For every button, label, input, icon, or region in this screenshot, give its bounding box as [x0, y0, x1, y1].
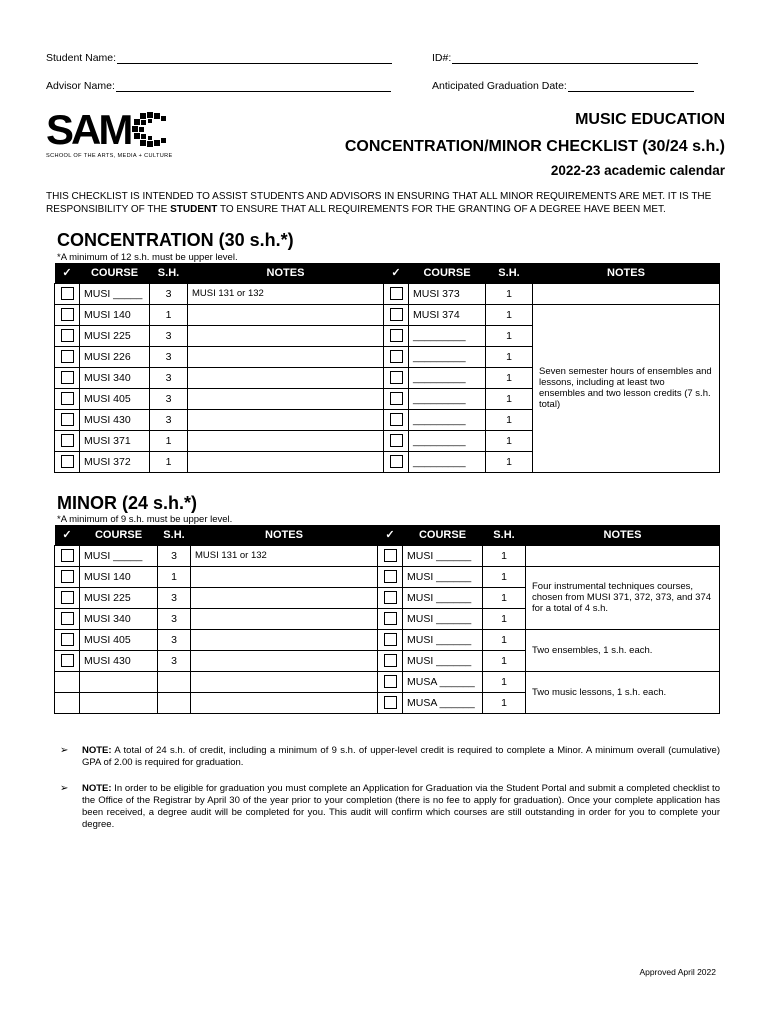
course-checkbox[interactable]: [390, 455, 403, 468]
checkbox-cell: [55, 367, 80, 388]
title-checklist: CONCENTRATION/MINOR CHECKLIST (30/24 s.h.): [344, 138, 725, 155]
checkbox-cell: [384, 409, 409, 430]
course-cell: MUSI 430: [80, 409, 150, 430]
sh-cell: 1: [486, 409, 533, 430]
course-checkbox[interactable]: [390, 350, 403, 363]
sh-cell: 1: [486, 451, 533, 472]
techniques-note: Four instrumental techniques courses, chosen from MUSI 371, 372, 373, and 374 for a total of 4 s.h.: [526, 566, 720, 629]
checkbox-cell: [55, 650, 80, 671]
course-cell: MUSI 225: [80, 325, 150, 346]
checkbox-cell: [384, 346, 409, 367]
notes-cell: [526, 545, 720, 566]
sh-header: S.H.: [158, 525, 191, 545]
checkbox-cell: [378, 587, 403, 608]
course-checkbox[interactable]: [61, 371, 74, 384]
ensembles-note: Two ensembles, 1 s.h. each.: [526, 629, 720, 671]
sh-cell: 1: [486, 346, 533, 367]
sh-cell: 1: [486, 367, 533, 388]
course-checkbox[interactable]: [61, 413, 74, 426]
notes-cell: [191, 587, 378, 608]
course-checkbox[interactable]: [390, 308, 403, 321]
course-checkbox[interactable]: [384, 633, 397, 646]
note-item: [60, 783, 720, 831]
course-cell: MUSI _____: [80, 545, 158, 566]
course-cell: _________: [409, 430, 486, 451]
checkbox-cell: [378, 608, 403, 629]
checkbox-cell: [55, 671, 80, 692]
note-body: In order to be eligible for graduation you must complete an Application for Graduation via the Student Portal and submit a completed checklist to the Office of the Registrar by April 30 of the year prior to your completion (there is no fee to apply for graduation). Once your complete application has been received, a degree audit will be completed for you. This audit will confirm which courses are still outstanding in order for you to complete your degree.: [82, 783, 720, 830]
course-checkbox[interactable]: [61, 612, 74, 625]
notes-cell: [191, 608, 378, 629]
sh-cell: 3: [158, 545, 191, 566]
title-calendar: 2022-23 academic calendar: [550, 163, 725, 178]
notes-cell: [188, 430, 384, 451]
table-row: [55, 304, 720, 325]
grad-date-label: Anticipated Graduation Date:: [432, 80, 567, 92]
course-checkbox[interactable]: [390, 371, 403, 384]
note-text: [82, 745, 720, 769]
note-text: [82, 783, 720, 831]
notes-cell: MUSI 131 or 132: [188, 283, 384, 304]
checkbox-cell: [384, 388, 409, 409]
course-checkbox[interactable]: [61, 287, 74, 300]
minor-heading: MINOR (24 s.h.*): [57, 493, 198, 513]
checkbox-cell: [384, 367, 409, 388]
sh-cell: 3: [150, 283, 188, 304]
logo-wordmark: [46, 106, 191, 153]
course-cell: MUSI 140: [80, 304, 150, 325]
grad-date-row: [432, 80, 694, 92]
concentration-heading: CONCENTRATION (30 s.h.*): [57, 230, 294, 250]
notes-cell: [191, 692, 378, 713]
sh-cell: 1: [486, 325, 533, 346]
note-label: NOTE:: [82, 783, 112, 794]
course-checkbox[interactable]: [61, 350, 74, 363]
course-cell: _________: [409, 367, 486, 388]
id-row: [432, 52, 698, 64]
advisor-name-label: Advisor Name:: [46, 80, 115, 92]
note-item: [60, 745, 720, 769]
logo-tagline: SCHOOL OF THE ARTS, MEDIA + CULTURE: [46, 153, 173, 159]
course-checkbox[interactable]: [61, 570, 74, 583]
checkbox-cell: [384, 451, 409, 472]
notes-cell: MUSI 131 or 132: [191, 545, 378, 566]
sh-cell: [158, 671, 191, 692]
course-cell: MUSI ______: [403, 587, 483, 608]
sh-header: S.H.: [150, 263, 188, 283]
checkbox-cell: [378, 566, 403, 587]
notes-cell: [188, 367, 384, 388]
checkbox-cell: [378, 692, 403, 713]
course-cell: MUSI ______: [403, 629, 483, 650]
course-cell: _________: [409, 451, 486, 472]
id-field[interactable]: [452, 53, 698, 64]
checkbox-cell: [55, 566, 80, 587]
notes-header: NOTES: [526, 525, 720, 545]
course-header: COURSE: [409, 263, 486, 283]
course-cell: MUSI ______: [403, 650, 483, 671]
sh-cell: 1: [150, 304, 188, 325]
notes-header: NOTES: [533, 263, 720, 283]
course-cell: MUSI ______: [403, 545, 483, 566]
concentration-note: *A minimum of 12 s.h. must be upper level.: [57, 252, 238, 263]
logo-c-icon: [132, 112, 168, 148]
course-checkbox[interactable]: [61, 329, 74, 342]
sh-cell: 3: [150, 388, 188, 409]
sh-cell: 1: [483, 629, 526, 650]
note-label: NOTE:: [82, 745, 112, 756]
course-cell: MUSI 373: [409, 283, 486, 304]
sh-cell: 1: [150, 451, 188, 472]
student-name-row: [46, 52, 392, 64]
sh-cell: 3: [158, 587, 191, 608]
checkbox-cell: [55, 283, 80, 304]
course-cell: MUSI 225: [80, 587, 158, 608]
course-checkbox[interactable]: [384, 549, 397, 562]
course-header: COURSE: [80, 525, 158, 545]
notes-cell: [188, 325, 384, 346]
course-cell: MUSI ______: [403, 566, 483, 587]
checkbox-cell: [55, 430, 80, 451]
concentration-header-row: [55, 263, 720, 283]
sh-cell: 1: [483, 545, 526, 566]
lessons-note: Two music lessons, 1 s.h. each.: [526, 671, 720, 713]
course-checkbox[interactable]: [61, 392, 74, 405]
intro-part1: THIS CHECKLIST IS INTENDED TO ASSIST STUDENTS AND ADVISORS IN ENSURING THAT ALL MINOR REQUIREMENTS ARE MET. IT IS THE RESPONSIBILITY OF THE: [46, 191, 712, 215]
student-name-label: Student Name:: [46, 52, 117, 64]
sh-cell: 1: [483, 587, 526, 608]
check-header: ✓: [378, 525, 403, 545]
course-cell: MUSI 340: [80, 367, 150, 388]
sh-cell: 1: [158, 566, 191, 587]
course-checkbox[interactable]: [61, 549, 74, 562]
checkbox-cell: [55, 587, 80, 608]
checkbox-cell: [55, 346, 80, 367]
course-cell: _________: [409, 346, 486, 367]
course-cell: MUSI 405: [80, 388, 150, 409]
course-cell: MUSI 371: [80, 430, 150, 451]
checkbox-cell: [55, 304, 80, 325]
title-block: [345, 110, 725, 180]
course-cell: MUSI _____: [80, 283, 150, 304]
approved-date: Approved April 2022: [639, 967, 716, 977]
sh-cell: [158, 692, 191, 713]
ensemble-lesson-note: Seven semester hours of ensembles and lessons, including at least two ensembles and two lesson credits (7 s.h. total): [533, 304, 720, 472]
course-cell: [80, 692, 158, 713]
notes-cell: [191, 566, 378, 587]
course-cell: [80, 671, 158, 692]
sh-cell: 3: [150, 367, 188, 388]
arrow-bullet-icon: ➢: [60, 783, 69, 794]
samc-logo: [46, 106, 191, 159]
table-row: [55, 671, 720, 692]
course-checkbox[interactable]: [61, 654, 74, 667]
notes-header: NOTES: [188, 263, 384, 283]
sh-cell: 3: [150, 409, 188, 430]
sh-cell: 1: [486, 283, 533, 304]
sh-cell: 1: [150, 430, 188, 451]
course-header: COURSE: [80, 263, 150, 283]
course-checkbox[interactable]: [384, 591, 397, 604]
notes-cell: [533, 283, 720, 304]
course-checkbox[interactable]: [384, 696, 397, 709]
table-row: [55, 566, 720, 587]
course-cell: MUSI 372: [80, 451, 150, 472]
notes-cell: [191, 650, 378, 671]
intro-text: [46, 191, 726, 216]
course-checkbox[interactable]: [384, 570, 397, 583]
notes-cell: [188, 388, 384, 409]
check-header: ✓: [55, 263, 80, 283]
sh-cell: 1: [483, 608, 526, 629]
checkbox-cell: [55, 451, 80, 472]
sh-cell: 1: [486, 388, 533, 409]
notes-cell: [188, 409, 384, 430]
course-cell: MUSI 374: [409, 304, 486, 325]
grad-date-field[interactable]: [568, 81, 694, 92]
course-header: COURSE: [403, 525, 483, 545]
course-cell: MUSI ______: [403, 608, 483, 629]
concentration-table: [54, 263, 720, 473]
notes-cell: [188, 451, 384, 472]
checkbox-cell: [378, 671, 403, 692]
sh-cell: 1: [486, 304, 533, 325]
notes-header: NOTES: [191, 525, 378, 545]
note-body: A total of 24 s.h. of credit, including a minimum of 9 s.h. of upper-level credit is required to complete a Minor. A minimum overall (cumulative) GPA of 2.00 is required for graduation.: [82, 745, 720, 768]
advisor-name-field[interactable]: [116, 81, 391, 92]
checkbox-cell: [384, 325, 409, 346]
title-program: MUSIC EDUCATION: [575, 111, 725, 128]
course-checkbox[interactable]: [384, 612, 397, 625]
checkbox-cell: [55, 608, 80, 629]
intro-part2: TO ENSURE THAT ALL REQUIREMENTS FOR THE GRANTING OF A DEGREE HAVE BEEN MET.: [217, 203, 666, 215]
intro-bold: STUDENT: [170, 203, 218, 215]
notes-cell: [191, 629, 378, 650]
course-checkbox[interactable]: [390, 434, 403, 447]
course-cell: MUSI 340: [80, 608, 158, 629]
sh-cell: 3: [158, 629, 191, 650]
sh-cell: 1: [483, 650, 526, 671]
course-cell: _________: [409, 388, 486, 409]
course-checkbox[interactable]: [384, 675, 397, 688]
course-checkbox[interactable]: [390, 413, 403, 426]
sh-cell: 1: [486, 430, 533, 451]
sh-header: S.H.: [483, 525, 526, 545]
logo-letters: SAM: [46, 106, 131, 153]
notes-cell: [191, 671, 378, 692]
course-checkbox[interactable]: [61, 591, 74, 604]
checkbox-cell: [378, 545, 403, 566]
course-cell: MUSI 430: [80, 650, 158, 671]
table-row: [55, 629, 720, 650]
course-checkbox[interactable]: [390, 287, 403, 300]
checkbox-cell: [378, 629, 403, 650]
checkbox-cell: [384, 430, 409, 451]
sh-cell: 3: [158, 650, 191, 671]
id-label: ID#:: [432, 52, 452, 64]
sh-cell: 3: [150, 346, 188, 367]
course-checkbox[interactable]: [61, 633, 74, 646]
sh-cell: 3: [150, 325, 188, 346]
table-row: [55, 283, 720, 304]
minor-table: [54, 525, 720, 714]
check-header: ✓: [384, 263, 409, 283]
checkbox-cell: [55, 692, 80, 713]
course-cell: MUSI 140: [80, 566, 158, 587]
advisor-name-row: [46, 80, 391, 92]
course-checkbox[interactable]: [61, 434, 74, 447]
sh-header: S.H.: [486, 263, 533, 283]
course-checkbox[interactable]: [390, 329, 403, 342]
course-cell: MUSA ______: [403, 671, 483, 692]
course-cell: _________: [409, 409, 486, 430]
course-cell: _________: [409, 325, 486, 346]
arrow-bullet-icon: ➢: [60, 745, 69, 756]
course-cell: MUSI 405: [80, 629, 158, 650]
course-checkbox[interactable]: [390, 392, 403, 405]
checkbox-cell: [55, 409, 80, 430]
sh-cell: 1: [483, 692, 526, 713]
checkbox-cell: [378, 650, 403, 671]
checkbox-cell: [55, 325, 80, 346]
checkbox-cell: [384, 283, 409, 304]
checkbox-cell: [384, 304, 409, 325]
checkbox-cell: [55, 388, 80, 409]
table-row: [55, 545, 720, 566]
sh-cell: 1: [483, 566, 526, 587]
sh-cell: 1: [483, 671, 526, 692]
notes-cell: [188, 346, 384, 367]
check-header: ✓: [55, 525, 80, 545]
course-checkbox[interactable]: [61, 308, 74, 321]
checkbox-cell: [55, 545, 80, 566]
student-name-field[interactable]: [117, 53, 392, 64]
minor-note: *A minimum of 9 s.h. must be upper level.: [57, 514, 233, 525]
course-checkbox[interactable]: [61, 455, 74, 468]
minor-header-row: [55, 525, 720, 545]
course-cell: MUSA ______: [403, 692, 483, 713]
sh-cell: 3: [158, 608, 191, 629]
notes-list: [60, 745, 720, 845]
course-cell: MUSI 226: [80, 346, 150, 367]
checkbox-cell: [55, 629, 80, 650]
course-checkbox[interactable]: [384, 654, 397, 667]
notes-cell: [188, 304, 384, 325]
